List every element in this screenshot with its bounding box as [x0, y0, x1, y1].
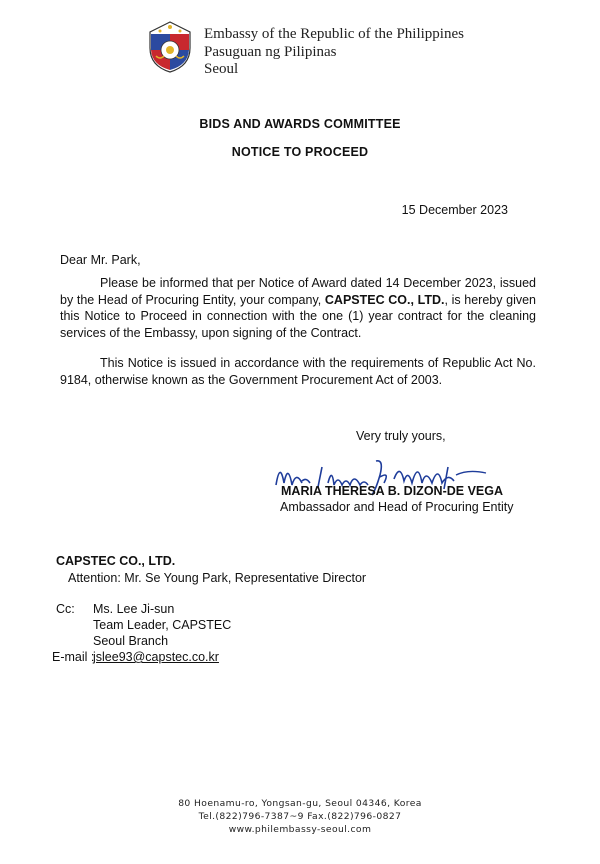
addressee-attention: Attention: Mr. Se Young Park, Representative Director	[68, 571, 367, 585]
footer-phone: Tel.(822)796-7387~9 Fax.(822)796-0827	[198, 811, 402, 822]
letterhead-line-embassy: Embassy of the Republic of the Philippines	[204, 26, 464, 42]
cc-line-branch: Seoul Branch	[93, 634, 169, 648]
cc-line-position: Team Leader, CAPSTEC	[93, 618, 232, 632]
email-label: E-mail :	[52, 650, 95, 664]
letterhead-line-pasuguan: Pasuguan ng Pilipinas	[204, 44, 337, 60]
paragraph-award-before: Please be informed that per Notice of Award dated 14 December 2023, issued by the Head of Procuring Entity, your company,	[60, 276, 536, 307]
email-link[interactable]: jslee93@capstec.co.kr	[93, 650, 219, 664]
addressee-company: CAPSTEC CO., LTD.	[56, 554, 176, 568]
notice-title: NOTICE TO PROCEED	[231, 145, 369, 159]
footer-website: www.philembassy-seoul.com	[228, 824, 372, 835]
paragraph-legal-basis: This Notice is issued in accordance with the requirements of Republic Act No. 9184, otherwise known as the Government Procurement Act of 2003.	[60, 356, 536, 387]
footer-address: 80 Hoenamu-ro, Yongsan-gu, Seoul 04346, Korea	[178, 798, 422, 809]
letterhead-line-city: Seoul	[204, 61, 239, 77]
salutation: Dear Mr. Park,	[60, 253, 141, 267]
cc-label: Cc:	[56, 602, 75, 616]
committee-heading: BIDS AND AWARDS COMMITTEE	[199, 117, 401, 131]
cc-line-name: Ms. Lee Ji-sun	[93, 602, 175, 616]
philippine-seal-icon	[146, 20, 194, 74]
paragraph-award-after: , is hereby given this Notice to Proceed in connection with the one (1) year contract for the cleaning services of the Embassy, upon signing of the Contract.	[60, 292, 536, 340]
company-name-inline: CAPSTEC CO., LTD.	[324, 292, 445, 307]
paragraph-award	[60, 275, 536, 341]
signatory-name: MARIA THERESA B. DIZON-DE VEGA	[281, 484, 503, 498]
closing: Very truly yours,	[356, 429, 446, 443]
letter-date: 15 December 2023	[401, 203, 508, 217]
signatory-title: Ambassador and Head of Procuring Entity	[280, 500, 514, 514]
